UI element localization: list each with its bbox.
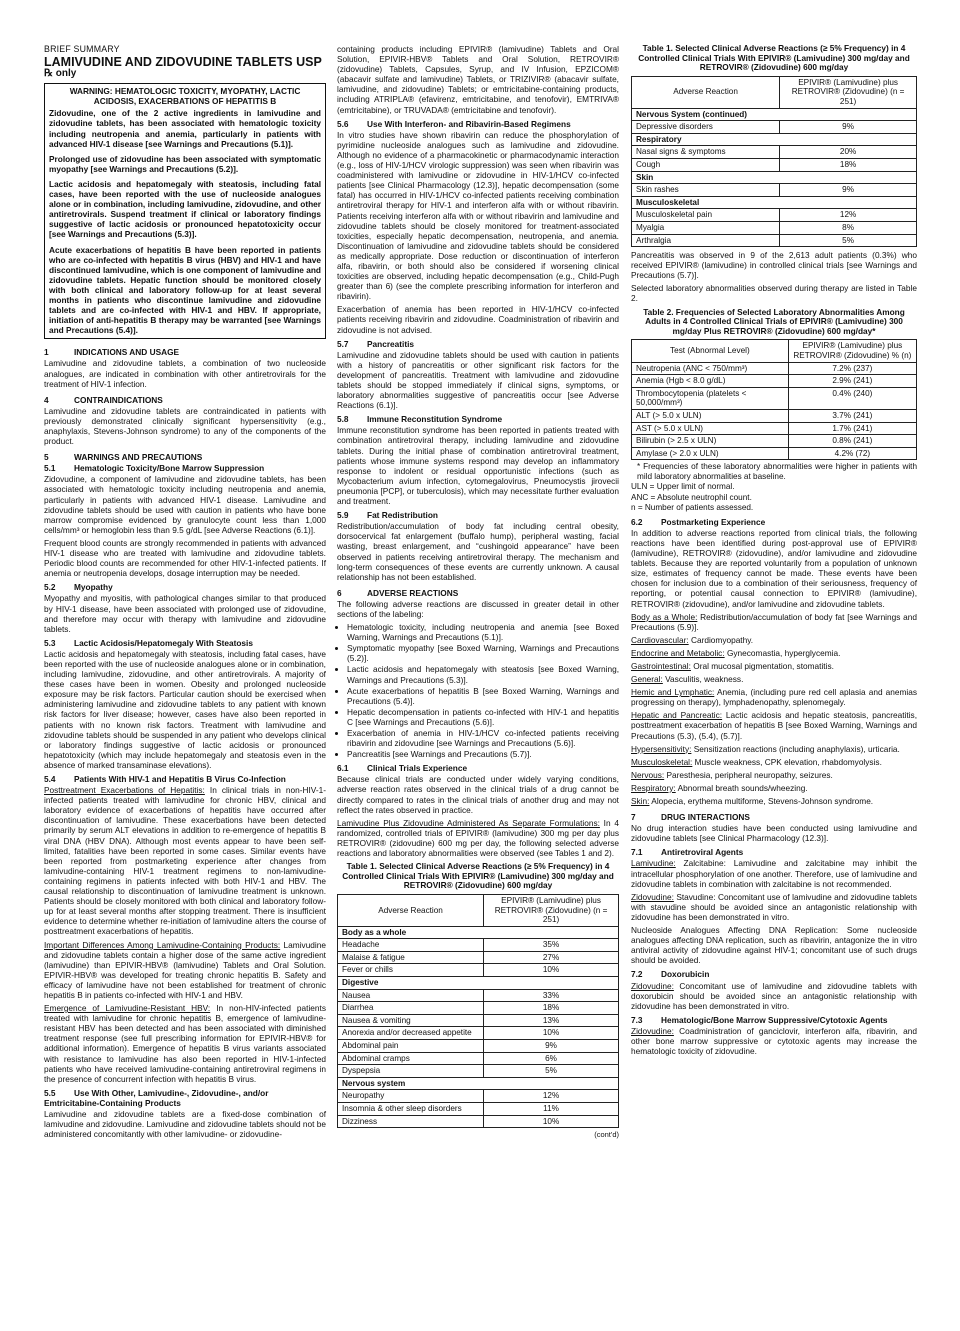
- section-1-heading: 1 INDICATIONS AND USAGE: [44, 347, 180, 358]
- table-1-caption: Table 1. Selected Clinical Adverse Reactions (≥ 5% Frequency) in 4 Controlled Clinical Trials With EPIVIR® (Lamivudine) 300 mg/day and RETROVIR® (Zidovudine) 600 mg/day: [342, 861, 614, 891]
- section-5-6-text-1: In vitro studies have shown ribavirin can reduce the phosphorylation of pyrimidine nucleoside analogues such as lamivudine and zidovudine. Although no evidence of a pharmacokinetic or pharmacodynamic interaction (e.g., loss of HIV-1/HCV virologic suppression) was seen when ribavirin was coadministered with lamivudine or zidovudine in HIV-1/HCV co-infected patients [see Clinical Pharmacology (12.3)], hepatic decompensation (some fatal) has occurred in HIV-1/HCV co-infected patients receiving combination antiretroviral therapy for HIV-1 and interferon alfa with or without ribavirin. Patients receiving interferon alfa with or without ribavirin and lamivudine and zidovudine tablets should be closely monitored for treatment-associated toxicities, especially hepatic decompensation, neutropenia, and anemia. Discontinuation of lamivudine and zidovudine tablets should be considered as medically appropriate. Dose reduction or discontinuation of interferon alfa, ribavirin, or both should also be considered if worsening clinical toxicities are observed, including hepatic decompensation (e.g., Child-Pugh greater than 6) (see the complete prescribing information for interferon and ribavirin).: [337, 129, 619, 302]
- section-5-9-heading: 5.9 Fat Redistribution: [337, 510, 438, 521]
- table-row: [338, 1027, 619, 1040]
- pancreatitis-note: Pancreatitis was observed in 9 of the 2,613 adult patients (0.3%) who received EPIVIR® (lamivudine) in controlled clinical trials [see Warnings and Precautions (5.7)].: [631, 250, 917, 281]
- table-cell-label: Malaise & fatigue: [338, 951, 484, 964]
- section-5-5-text-cont: containing products including EPIVIR® (lamivudine) Tablets and Oral Solution, EPIVIR-HBV® Tablets and Oral Solution, RETROVIR® (zidovudine) Tablets, Capsules, Syrup, and IV Infusion, EPZICOM® (abacavir sulfate and lamivudine) Tablets, or TRIZIVIR® (abacavir sulfate, lamivudine, and zidovudine) Tablets; or emtricitabine-containing products, including ATRIPLA® (efavirenz, emtricitabine, and tenofovir), EMTRIVA® (emtricitabine), or TRUVADA® (emtricitabine and tenofovir).: [337, 44, 619, 115]
- postmarketing-item: [631, 635, 917, 645]
- table-2-caption: Table 2. Frequencies of Selected Laboratory Abnormalities Among Adults in 4 Controlled Clinical Trials of EPIVIR® (Lamivudine) 300 mg/day Plus RETROVIR® (Zidovudine) 600 mg/day*: [643, 306, 905, 336]
- table-cell-value: 10%: [484, 964, 619, 977]
- table-cell-value: 10%: [484, 1027, 619, 1040]
- brief-summary-label: BRIEF SUMMARY: [44, 44, 120, 54]
- postmarketing-item-heading: Hemic and Lymphatic:: [631, 687, 715, 698]
- table-cell-value: 12%: [780, 209, 917, 222]
- postmarketing-item-text: Cardiomyopathy.: [688, 634, 754, 645]
- table-row: [632, 375, 917, 388]
- postmarketing-item-text: Gynecomastia, hyperglycemia.: [724, 647, 841, 658]
- boxed-warning-p1: Zidovudine, one of the 2 active ingredients in lamivudine and zidovudine tablets, has been associated with hematologic toxicity including neutropenia and anemia, particularly in patients with advanced HIV-1 disease [see Warnings and Precautions (5.1)].: [49, 108, 321, 149]
- table-row: [632, 362, 917, 375]
- table-cell-value: 8%: [780, 221, 917, 234]
- table-cell-value: 7.2% (237): [788, 362, 916, 375]
- table-cell-value: 18%: [780, 158, 917, 171]
- postmarketing-item: [631, 710, 917, 740]
- table-cell-label: Abdominal cramps: [338, 1052, 484, 1065]
- table-cell-label: Skin rashes: [632, 184, 780, 197]
- table-cell-label: Diarrhea: [338, 1002, 484, 1015]
- section-7-1-text-3: Nucleoside Analogues Affecting DNA Replication: Some nucleoside analogues affecting DNA replication, such as ribavirin, antagonize the in vitro antiviral activity of zidovudine against HIV-1; concomitant use of such drugs should be avoided.: [631, 925, 917, 966]
- table-row: [632, 171, 917, 184]
- table-2-col-treatment: EPIVIR® (Lamivudine) plus RETROVIR® (Zidovudine) % (n): [788, 340, 916, 362]
- table-cell-value: 13%: [484, 1014, 619, 1027]
- table-cell-label: Myalgia: [632, 221, 780, 234]
- table-1-part-2: [631, 76, 917, 247]
- section-7-1-text-2: Zidovudine: Stavudine: Concomitant use of lamivudine and zidovudine tablets with stavudine should be avoided since an antagonistic relationship with zidovudine has been demonstrated in vitro.: [631, 891, 917, 922]
- table-row: [338, 1090, 619, 1103]
- section-7-3-text: Zidovudine: Coadministration of ganciclovir, interferon alfa, ribavirin, and other bone marrow suppressive or cytotoxic agents may increase the hematologic toxicity of zidovudine.: [631, 1025, 917, 1057]
- table-row: [632, 121, 917, 134]
- postmarketing-item-text: Anemia, (including pure red cell aplasia and anemias progressing on therapy), lymphadenopathy, splenomegaly.: [631, 687, 917, 708]
- postmarketing-item-text: Sensitization reactions (including anaphylaxis), urticaria.: [691, 743, 900, 754]
- table-cell-value: 35%: [484, 939, 619, 952]
- table-cell-label: Thrombocytopenia (platelets < 50,000/mm³): [632, 387, 789, 409]
- table-cell-value: 3.7% (241): [788, 409, 916, 422]
- n-definition: n = Number of patients assessed.: [631, 502, 754, 512]
- table-row: [632, 422, 917, 435]
- section-7-2-text: Zidovudine: Concomitant use of lamivudine and zidovudine tablets with doxorubicin should be avoided since an antagonistic relationship with zidovudine has been demonstrated in vitro.: [631, 980, 917, 1011]
- table-row: [632, 146, 917, 159]
- table-1-part-1: [337, 894, 619, 1128]
- table-cell-label: Headache: [338, 939, 484, 952]
- section-5-7-text: Lamivudine and zidovudine tablets should be used with caution in patients with a history of pancreatitis or other significant risk factors for the development of pancreatitis. Treatment with lamivudine and zidovudine tablets should be stopped immediately if clinical signs, symptoms, or laboratory abnormalities suggestive of pancreatitis occur [see Adverse Reactions (6.1)].: [337, 349, 619, 411]
- table-row: [632, 108, 917, 121]
- section-5-1-text-2: Frequent blood counts are strongly recommended in patients with advanced HIV-1 disease who are treated with lamivudine and zidovudine tablets. Periodic blood counts are recommended for other HIV-1-infected patients. If anemia or neutropenia develops, dosage interruption may be needed.: [44, 537, 326, 579]
- section-5-4-text-2: Important Differences Among Lamivudine-Containing Products: Lamivudine and zidovudine tablets contain a higher dose of the same active ingredient (lamivudine) than EPIVIR-HBV® (lamivudine) Tablets and Oral Solution. EPIVIR-HBV® was developed for treating chronic hepatitis B. Safety and efficacy of lamivudine have not been established for treatment of chronic hepatitis B in patients co-infected with HIV-1 and HBV.: [44, 939, 326, 1000]
- table-1-col-adverse-reaction: Adverse Reaction: [632, 76, 780, 108]
- table-1-col-adverse-reaction: Adverse Reaction: [338, 894, 484, 926]
- postmarketing-item-heading: Respiratory:: [631, 782, 676, 793]
- section-5-heading: 5 WARNINGS AND PRECAUTIONS: [44, 452, 203, 463]
- boxed-warning-p3: Lactic acidosis and hepatomegaly with steatosis, including fatal cases, have been reported with the use of nucleoside analogues alone or in combination, including lamivudine, zidovudine, and other antiretrovirals. Suspend treatment if clinical or laboratory findings suggestive of lactic acidosis or pronounced hepatotoxicity occur [see Warnings and Precautions (5.3)].: [49, 178, 321, 240]
- section-7-heading: 7 DRUG INTERACTIONS: [631, 812, 750, 823]
- postmarketing-item-heading: Musculoskeletal:: [631, 756, 693, 767]
- table-group-label: Digestive: [338, 977, 619, 990]
- table-row: [338, 1002, 619, 1015]
- list-item: • Hepatic decompensation in patients co-infected with HIV-1 and hepatitis C [see Warnings and Precautions (5.6)].: [347, 707, 619, 727]
- section-5-4-text-3: Emergence of Lamivudine-Resistant HBV: In non-HIV-infected patients treated with lamivudine for chronic hepatitis B, emergence of lamivudine-resistant HBV has been detected and has been associated with diminished treatment response (see full prescribing information for EPIVIR-HBV® for additional information). Emergence of hepatitis B virus variants associated with resistance to lamivudine has also been reported in HIV-1-infected patients who have received lamivudine-containing antiretroviral regimens in the presence of concurrent infection with hepatitis B virus.: [44, 1003, 326, 1084]
- postmarketing-item: [631, 770, 917, 780]
- table-cell-value: 9%: [780, 184, 917, 197]
- section-7-3-heading: 7.3 Hematologic/Bone Marrow Suppressive/Cytotoxic Agents: [631, 1014, 888, 1025]
- table-row: [632, 221, 917, 234]
- column-3: [631, 44, 917, 1059]
- section-6-bullets: [337, 622, 619, 759]
- list-item: • Pancreatitis [see Warnings and Precautions (5.7)].: [347, 749, 619, 759]
- postmarketing-item-heading: Body as a Whole:: [631, 611, 698, 622]
- table-row: [632, 409, 917, 422]
- table-cell-label: Anemia (Hgb < 8.0 g/dL): [632, 375, 789, 388]
- table-row: [338, 939, 619, 952]
- section-5-9-text: Redistribution/accumulation of body fat including central obesity, dorsocervical fat enlargement (buffalo hump), peripheral wasting, facial wasting, breast enlargement, and “cushingoid appearance” have been observed in patients receiving antiretroviral therapy. The mechanism and long-term consequences of these events are currently unknown. A causal relationship has not been established.: [337, 521, 619, 582]
- postmarketing-item-heading: Skin:: [631, 796, 650, 806]
- section-7-text: No drug interaction studies have been conducted using lamivudine and zidovudine tablets [see Clinical Pharmacology (12.3)].: [631, 823, 917, 844]
- section-5-1-heading: 5.1 Hematologic Toxicity/Bone Marrow Suppression: [44, 463, 265, 474]
- list-item: • Acute exacerbations of hepatitis B [see Boxed Warning, Warnings and Precautions (5.4)].: [347, 686, 619, 706]
- table-1-col-treatment: EPIVIR® (Lamivudine) plus RETROVIR® (Zidovudine) (n = 251): [484, 894, 619, 926]
- postmarketing-item: [631, 612, 917, 632]
- section-6-1-text-1: Because clinical trials are conducted under widely varying conditions, adverse reaction rates observed in the clinical trials of a drug cannot be directly compared to rates in the clinical trials of another drug and may not reflect the rates observed in practice.: [337, 774, 619, 815]
- table-cell-label: Arthralgia: [632, 234, 780, 247]
- section-5-4-heading: 5.4 Patients With HIV-1 and Hepatitis B Virus Co-Infection: [44, 774, 286, 784]
- section-5-8-text: Immune reconstitution syndrome has been reported in patients treated with combination antiretroviral therapy, including lamivudine and zidovudine tablets. During the initial phase of combination antiretroviral treatment, patients whose immune systems respond may develop an inflammatory response to indolent or residual opportunistic infections (such as Mycobacterium avium infection, cytomegalovirus, Pneumocystis jirovecii pneumonia [PCP], or tuberculosis), which may necessitate further evaluation and treatment.: [337, 425, 619, 507]
- table-cell-value: 33%: [484, 989, 619, 1002]
- table-group-label: Musculoskeletal: [632, 196, 917, 209]
- section-5-2-heading: 5.2 Myopathy: [44, 582, 113, 593]
- table-cell-value: 2.9% (241): [788, 375, 916, 388]
- table-row: [338, 926, 619, 939]
- postmarketing-item: [631, 674, 917, 684]
- table-cell-value: 0.8% (241): [788, 435, 916, 448]
- section-6-1-text-2: Lamivudine Plus Zidovudine Administered As Separate Formulations: In 4 randomized, controlled trials of EPIVIR® (lamivudine) 300 mg per day plus RETROVIR® (zidovudine) 600 mg per day, the following selected adverse reactions and laboratory abnormalities were observed (see Tables 1 and 2).: [337, 817, 619, 859]
- postmarketing-item: [631, 757, 917, 767]
- table-cell-label: Abdominal pain: [338, 1040, 484, 1053]
- list-item: • Lactic acidosis and hepatomegaly with steatosis [see Boxed Warning, Warnings and Precautions (5.3)].: [347, 664, 619, 684]
- table-row: [338, 989, 619, 1002]
- table-cell-value: 18%: [484, 1002, 619, 1015]
- anc-definition: ANC = Absolute neutrophil count.: [631, 492, 752, 502]
- table-row: [338, 1052, 619, 1065]
- section-5-5-text-start: Lamivudine and zidovudine tablets are a fixed-dose combination of lamivudine and zidovudine. Lamivudine and zidovudine tablets should not be administered concomitantly with other lamivudine- or zidovudine-: [44, 1109, 326, 1140]
- postmarketing-item: [631, 796, 917, 806]
- postmarketing-item: [631, 744, 917, 754]
- table-cell-label: Insomnia & other sleep disorders: [338, 1103, 484, 1116]
- section-5-1-text-1: Zidovudine, a component of lamivudine and zidovudine tablets, has been associated with hematologic toxicity including neutropenia and anemia, particularly in patients with advanced HIV-1 disease. Lamivudine and zidovudine tablets should be used with caution in patients who have bone marrow compromise evidenced by granulocyte count less than 1,000 cells/mm³ or hemoglobin less than 9.5 g/dL [see Adverse Reactions (6.1)].: [44, 474, 326, 535]
- section-5-2-text: Myopathy and myositis, with pathological changes similar to that produced by HIV-1 disease, have been associated with prolonged use of zidovudine, and therefore may occur with therapy with lamivudine and zidovudine tablets.: [44, 593, 326, 634]
- table-cell-value: 0.4% (240): [788, 387, 916, 409]
- postmarketing-item-heading: General:: [631, 674, 663, 685]
- postmarketing-item: [631, 687, 917, 707]
- postmarketing-item: [631, 783, 917, 793]
- section-7-2-heading: 7.2 Doxorubicin: [631, 969, 710, 980]
- table-row: [338, 1065, 619, 1078]
- table-cell-value: 27%: [484, 951, 619, 964]
- table-cell-label: Cough: [632, 158, 780, 171]
- table-row: [338, 951, 619, 964]
- table-cell-label: Nausea: [338, 989, 484, 1002]
- table-row: [338, 1014, 619, 1027]
- column-1: [44, 44, 326, 1142]
- table-cell-value: 6%: [484, 1052, 619, 1065]
- section-1-text: Lamivudine and zidovudine tablets, a combination of two nucleoside analogues, are indicated in combination with other antiretrovirals for the treatment of HIV-1 infection.: [44, 358, 326, 389]
- table-cell-label: Fever or chills: [338, 964, 484, 977]
- section-6-1-heading: 6.1 Clinical Trials Experience: [337, 763, 468, 774]
- table-row: [338, 1103, 619, 1116]
- table-2-footnote: * Frequencies of these laboratory abnormalities were higher in patients with mild laboratory abnormalities at baseline.: [637, 462, 917, 482]
- table-2-col-test: Test (Abnormal Level): [632, 340, 789, 362]
- section-6-2-heading: 6.2 Postmarketing Experience: [631, 516, 766, 527]
- table-cell-value: 1.7% (241): [788, 422, 916, 435]
- section-5-6-heading: 5.6 Use With Interferon- and Ribavirin-Based Regimens: [337, 118, 571, 129]
- table-cell-label: Nausea & vomiting: [338, 1014, 484, 1027]
- table-row: [632, 158, 917, 171]
- document-title: LAMIVUDINE AND ZIDOVUDINE TABLETS USP: [44, 55, 322, 70]
- table-cell-label: Dizziness: [338, 1115, 484, 1128]
- postmarketing-item-heading: Hypersensitivity:: [631, 743, 692, 754]
- table-cell-label: Amylase (> 2.0 x ULN): [632, 447, 789, 460]
- list-item: • Symptomatic myopathy [see Boxed Warning, Warnings and Precautions (5.2)].: [347, 643, 619, 663]
- boxed-warning-p4: Acute exacerbations of hepatitis B have been reported in patients who are co-infected with hepatitis B virus (HBV) and HIV-1 and have discontinued lamivudine, which is one component of lamivudine and zidovudine tablets. Hepatic function should be monitored closely with both clinical and laboratory follow-up for at least several months in patients who discontinue lamivudine and zidovudine tablets and are co-infected with HIV-1 and HBV. If appropriate, initiation of anti-hepatitis B therapy may be warranted [see Warnings and Precautions (5.4)].: [49, 244, 321, 336]
- table-group-label: Nervous system: [338, 1077, 619, 1090]
- postmarketing-item: [631, 648, 917, 658]
- table-cell-label: AST (> 5.0 x ULN): [632, 422, 789, 435]
- table-cell-label: Depressive disorders: [632, 121, 780, 134]
- table-cell-value: 4.2% (72): [788, 447, 916, 460]
- section-5-3-text: Lactic acidosis and hepatomegaly with steatosis, including fatal cases, have been reported with the use of nucleoside analogues alone or in combination, including lamivudine, zidovudine, and other antiretrovirals. A majority of these cases have been in women. Obesity and prolonged nucleoside exposure may be risk factors. Particular caution should be exercised when administering lamivudine and zidovudine tablets to any patient with known risk factors for liver disease; however, cases have also been reported in patients with no known risk factors. Treatment with lamivudine and zidovudine tablets should be suspended in any patient who develops clinical or laboratory findings suggestive of lactic acidosis or pronounced hepatotoxicity (which may include hepatomegaly and steatosis even in the absence of marked transaminase elevations).: [44, 648, 326, 770]
- table-1-col-treatment: EPIVIR® (Lamivudine) plus RETROVIR® (Zidovudine) (n = 251): [780, 76, 917, 108]
- table-row: [338, 1040, 619, 1053]
- table-row: [338, 964, 619, 977]
- table-group-label: Respiratory: [632, 133, 917, 146]
- section-6-heading: 6 ADVERSE REACTIONS: [337, 587, 459, 598]
- section-6-intro: The following adverse reactions are discussed in greater detail in other sections of the labeling:: [337, 598, 619, 619]
- table-row: [632, 184, 917, 197]
- postmarketing-item-text: Alopecia, erythema multiforme, Stevens-Johnson syndrome.: [649, 796, 874, 806]
- table-cell-label: Dyspepsia: [338, 1065, 484, 1078]
- list-item: • Hematologic toxicity, including neutropenia and anemia [see Boxed Warning, Warnings and Precautions (5.1)].: [347, 622, 619, 642]
- section-5-6-text-2: Exacerbation of anemia has been reported in HIV-1/HCV co-infected patients receiving ribavirin and zidovudine. Coadministration of ribavirin and zidovudine is not advised.: [337, 304, 619, 335]
- table-cell-value: 10%: [484, 1115, 619, 1128]
- table-cell-value: 12%: [484, 1090, 619, 1103]
- table-continued-note: (cont'd): [594, 1130, 619, 1140]
- table-cell-label: Bilirubin (> 2.5 x ULN): [632, 435, 789, 448]
- postmarketing-item-text: Redistribution/accumulation of body fat [see Warnings and Precautions (5.9)].: [631, 611, 918, 632]
- section-5-3-heading: 5.3 Lactic Acidosis/Hepatomegaly With Steatosis: [44, 637, 253, 648]
- postmarketing-item-heading: Gastrointestinal:: [631, 660, 691, 671]
- table-group-label: Skin: [632, 171, 917, 184]
- boxed-warning: [44, 83, 326, 339]
- table-row: [338, 977, 619, 990]
- boxed-warning-title: WARNING: HEMATOLOGIC TOXICITY, MYOPATHY, LACTIC ACIDOSIS, EXACERBATIONS OF HEPATITIS B: [69, 86, 301, 106]
- postmarketing-item: [631, 661, 917, 671]
- table-group-label: Nervous System (continued): [632, 108, 917, 121]
- lab-abnormalities-intro: Selected laboratory abnormalities observed during therapy are listed in Table 2.: [631, 283, 917, 304]
- table-2: [631, 339, 917, 460]
- postmarketing-item-text: Paresthesia, peripheral neuropathy, seizures.: [664, 769, 833, 780]
- table-cell-value: 11%: [484, 1103, 619, 1116]
- table-cell-value: 9%: [484, 1040, 619, 1053]
- table-cell-label: Neutropenia (ANC < 750/mm³): [632, 362, 789, 375]
- section-4-heading: 4 CONTRAINDICATIONS: [44, 394, 163, 405]
- table-cell-value: 20%: [780, 146, 917, 159]
- table-cell-value: 5%: [780, 234, 917, 247]
- section-4-text: Lamivudine and zidovudine tablets are contraindicated in patients with previously demonstrated clinically significant hypersensitivity (e.g., anaphylaxis, Stevens-Johnson syndrome) to any of the components of the product.: [44, 405, 326, 447]
- section-5-4-text-1: Posttreatment Exacerbations of Hepatitis: In clinical trials in non-HIV-1-infected patients treated with lamivudine for chronic HBV, clinical and laboratory evidence of exacerbations of hepatitis have occurred after discontinuation of lamivudine. These exacerbations have been detected primarily by serum ALT elevations in addition to re-emergence of hepatitis B viral DNA (HBV DNA). Although most events appear to have been self-limited, fatalities have been reported in some cases. Similar events have been reported from postmarketing experience after changes from lamivudine-containing HIV-1 treatment regimens to non-lamivudine-containing regimens in patients infected with both HIV-1 and HBV. The causal relationship to discontinuation of lamivudine treatment is unknown. Patients should be closely monitored with both clinical and laboratory follow-up for at least several months after stopping treatment. There is insufficient evidence to determine whether re-initiation of lamivudine alters the course of posttreatment exacerbations of hepatitis.: [44, 785, 326, 937]
- section-7-1-text-1: Lamivudine: Zalcitabine: Lamivudine and zalcitabine may inhibit the intracellular phosphorylation of one another. Therefore, use of lamivudine and zidovudine tablets in combination with zalcitabine is not recommended.: [631, 858, 917, 889]
- boxed-warning-p2: Prolonged use of zidovudine has been associated with symptomatic myopathy [see Warnings and Precautions (5.2)].: [49, 153, 321, 174]
- section-5-8-heading: 5.8 Immune Reconstitution Syndrome: [337, 414, 503, 425]
- table-cell-label: Anorexia and/or decreased appetite: [338, 1027, 484, 1040]
- postmarketing-item-text: Oral mucosal pigmentation, stomatitis.: [690, 660, 834, 671]
- section-7-1-heading: 7.1 Antiretroviral Agents: [631, 847, 744, 858]
- table-cell-label: Nasal signs & symptoms: [632, 146, 780, 159]
- list-item: • Exacerbation of anemia in HIV-1/HCV co-infected patients receiving ribavirin and zidovudine [see Warnings and Precautions (5.6)].: [347, 728, 619, 748]
- postmarketing-item-heading: Nervous:: [631, 769, 665, 780]
- table-row: [338, 1115, 619, 1128]
- table-group-label: Body as a whole: [338, 926, 619, 939]
- table-row: [632, 133, 917, 146]
- table-row: [632, 196, 917, 209]
- table-row: [632, 234, 917, 247]
- section-5-5-heading: 5.5 Use With Other, Lamivudine-, Zidovudine-, and/or Emtricitabine-Containing Products: [44, 1087, 269, 1108]
- table-row: [632, 447, 917, 460]
- postmarketing-item-text: Abnormal breath sounds/wheezing.: [675, 782, 808, 793]
- table-row: [632, 209, 917, 222]
- table-cell-label: Musculoskeletal pain: [632, 209, 780, 222]
- table-1-caption-repeat: Table 1. Selected Clinical Adverse Reactions (≥ 5% Frequency) in 4 Controlled Clinical Trials With EPIVIR® (Lamivudine) 300 mg/day and RETROVIR® (Zidovudine) 600 mg/day: [638, 43, 910, 73]
- table-cell-label: Neuropathy: [338, 1090, 484, 1103]
- table-cell-value: 9%: [780, 121, 917, 134]
- rx-only-label: ℞ only: [44, 68, 77, 80]
- table-row: [632, 435, 917, 448]
- table-cell-label: ALT (> 5.0 x ULN): [632, 409, 789, 422]
- column-2: [337, 44, 619, 1140]
- table-row: [338, 1077, 619, 1090]
- table-row: [632, 387, 917, 409]
- postmarketing-item-heading: Hepatic and Pancreatic:: [631, 710, 723, 721]
- postmarketing-item-text: Vasculitis, weakness.: [662, 674, 744, 685]
- postmarketing-item-text: Lactic acidosis and hepatic steatosis, pancreatitis, posttreatment exacerbation of hepatitis B [see Boxed Warning, Warnings and Precautions (5.3), (5.4), (5.7)].: [631, 710, 918, 741]
- section-5-7-heading: 5.7 Pancreatitis: [337, 338, 415, 349]
- postmarketing-item-heading: Endocrine and Metabolic:: [631, 647, 725, 658]
- postmarketing-item-heading: Cardiovascular:: [631, 634, 689, 645]
- section-6-2-text: In addition to adverse reactions reported from clinical trials, the following reactions have been identified during post-approval use of EPIVIR® (lamivudine), RETROVIR® (zidovudine), and/or lamivudine and zidovudine tablets. Because they are reported voluntarily from a population of unknown size, estimates of frequency cannot be made. These events have been chosen for inclusion due to a combination of their seriousness, frequency of reporting, or potential causal connection to EPIVIR® (lamivudine), RETROVIR® (zidovudine), and/or lamivudine and zidovudine tablets.: [631, 527, 917, 609]
- postmarketing-list: [631, 612, 917, 807]
- uln-definition: ULN = Upper limit of normal.: [631, 482, 735, 492]
- postmarketing-item-text: Muscle weakness, CPK elevation, rhabdomyolysis.: [692, 756, 882, 767]
- table-cell-value: 5%: [484, 1065, 619, 1078]
